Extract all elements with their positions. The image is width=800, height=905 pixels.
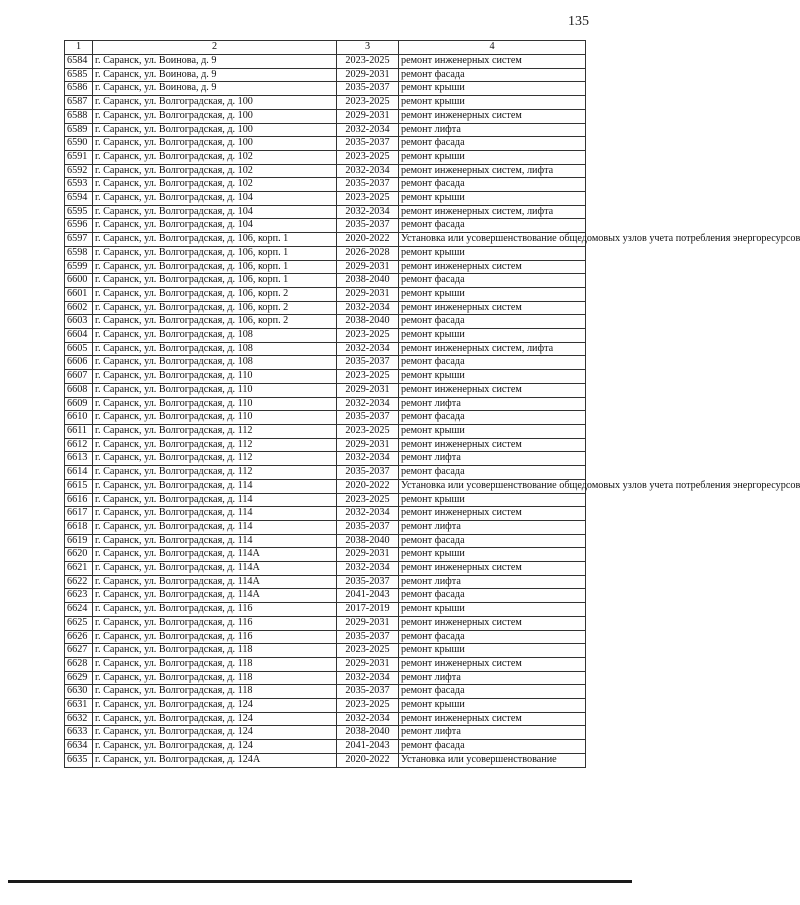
table-row: [65, 507, 586, 521]
row-work-type: ремонт фасада: [399, 315, 586, 329]
row-address: г. Саранск, ул. Волгоградская, д. 118: [93, 685, 337, 699]
table-row: [65, 192, 586, 206]
row-address: г. Саранск, ул. Волгоградская, д. 102: [93, 164, 337, 178]
row-address: г. Саранск, ул. Волгоградская, д. 114А: [93, 589, 337, 603]
row-number: 6606: [65, 356, 93, 370]
table-row: [65, 589, 586, 603]
table-row: [65, 329, 586, 343]
row-address: г. Саранск, ул. Волгоградская, д. 106, корп. 2: [93, 315, 337, 329]
row-period: 2035-2037: [337, 178, 399, 192]
row-period: 2032-2034: [337, 301, 399, 315]
row-address: г. Саранск, ул. Воинова, д. 9: [93, 68, 337, 82]
row-address: г. Саранск, ул. Волгоградская, д. 114: [93, 493, 337, 507]
header-row: [65, 41, 586, 55]
row-number: 6632: [65, 712, 93, 726]
row-period: 2029-2031: [337, 657, 399, 671]
row-period: 2029-2031: [337, 287, 399, 301]
row-period: 2032-2034: [337, 671, 399, 685]
table-row: [65, 740, 586, 754]
row-address: г. Саранск, ул. Волгоградская, д. 106, корп. 1: [93, 274, 337, 288]
row-address: г. Саранск, ул. Волгоградская, д. 114А: [93, 548, 337, 562]
table-row: [65, 520, 586, 534]
row-address: г. Саранск, ул. Волгоградская, д. 106, корп. 2: [93, 301, 337, 315]
row-address: г. Саранск, ул. Волгоградская, д. 102: [93, 150, 337, 164]
row-period: 2023-2025: [337, 96, 399, 110]
row-address: г. Саранск, ул. Волгоградская, д. 112: [93, 438, 337, 452]
row-number: 6589: [65, 123, 93, 137]
row-work-type: ремонт фасада: [399, 466, 586, 480]
row-number: 6625: [65, 616, 93, 630]
row-period: 2032-2034: [337, 164, 399, 178]
row-address: г. Саранск, ул. Волгоградская, д. 124: [93, 712, 337, 726]
row-period: 2020-2022: [337, 233, 399, 247]
row-number: 6590: [65, 137, 93, 151]
table-row: [65, 699, 586, 713]
table-row: [65, 603, 586, 617]
table-row: [65, 109, 586, 123]
row-period: 2029-2031: [337, 109, 399, 123]
row-number: 6592: [65, 164, 93, 178]
column-header-address: 2: [93, 41, 337, 55]
table-row: [65, 178, 586, 192]
row-number: 6598: [65, 246, 93, 260]
table-row: [65, 150, 586, 164]
row-address: г. Саранск, ул. Волгоградская, д. 104: [93, 205, 337, 219]
table-row: [65, 123, 586, 137]
row-number: 6600: [65, 274, 93, 288]
row-number: 6603: [65, 315, 93, 329]
row-work-type: ремонт крыши: [399, 246, 586, 260]
row-address: г. Саранск, ул. Волгоградская, д. 108: [93, 329, 337, 343]
row-number: 6609: [65, 397, 93, 411]
row-number: 6584: [65, 55, 93, 69]
row-address: г. Саранск, ул. Волгоградская, д. 118: [93, 657, 337, 671]
row-work-type: ремонт крыши: [399, 493, 586, 507]
table-row: [65, 671, 586, 685]
row-work-type: ремонт лифта: [399, 123, 586, 137]
row-number: 6618: [65, 520, 93, 534]
row-work-type: ремонт крыши: [399, 150, 586, 164]
row-address: г. Саранск, ул. Волгоградская, д. 104: [93, 192, 337, 206]
row-number: 6622: [65, 575, 93, 589]
row-number: 6591: [65, 150, 93, 164]
row-address: г. Саранск, ул. Волгоградская, д. 114: [93, 507, 337, 521]
row-work-type: Установка или усовершенствование: [399, 753, 586, 767]
row-address: г. Саранск, ул. Волгоградская, д. 102: [93, 178, 337, 192]
row-address: г. Саранск, ул. Волгоградская, д. 112: [93, 452, 337, 466]
row-period: 2023-2025: [337, 699, 399, 713]
row-work-type: ремонт инженерных систем: [399, 55, 586, 69]
row-work-type: ремонт лифта: [399, 520, 586, 534]
row-number: 6626: [65, 630, 93, 644]
row-work-type: ремонт лифта: [399, 726, 586, 740]
row-work-type: ремонт фасада: [399, 274, 586, 288]
row-period: 2035-2037: [337, 630, 399, 644]
row-address: г. Саранск, ул. Волгоградская, д. 100: [93, 123, 337, 137]
row-address: г. Саранск, ул. Волгоградская, д. 110: [93, 383, 337, 397]
row-work-type: ремонт инженерных систем: [399, 260, 586, 274]
row-period: 2035-2037: [337, 82, 399, 96]
row-work-type: ремонт крыши: [399, 370, 586, 384]
row-period: 2041-2043: [337, 589, 399, 603]
row-address: г. Саранск, ул. Волгоградская, д. 100: [93, 109, 337, 123]
row-number: 6587: [65, 96, 93, 110]
table-row: [65, 383, 586, 397]
row-number: 6623: [65, 589, 93, 603]
row-address: г. Саранск, ул. Волгоградская, д. 114А: [93, 562, 337, 576]
row-number: 6607: [65, 370, 93, 384]
table-row: [65, 411, 586, 425]
row-period: 2023-2025: [337, 424, 399, 438]
row-address: г. Саранск, ул. Волгоградская, д. 104: [93, 219, 337, 233]
table-row: [65, 466, 586, 480]
row-address: г. Саранск, ул. Волгоградская, д. 100: [93, 96, 337, 110]
table-row: [65, 493, 586, 507]
row-number: 6630: [65, 685, 93, 699]
row-number: 6585: [65, 68, 93, 82]
row-period: 2035-2037: [337, 685, 399, 699]
row-work-type: Установка или усовершенствование общедомовых узлов учета потребления энергоресурсов: [399, 479, 586, 493]
table-row: [65, 534, 586, 548]
table-row: [65, 726, 586, 740]
row-address: г. Саранск, ул. Волгоградская, д. 112: [93, 424, 337, 438]
row-number: 6619: [65, 534, 93, 548]
row-address: г. Саранск, ул. Волгоградская, д. 110: [93, 411, 337, 425]
row-work-type: ремонт инженерных систем: [399, 712, 586, 726]
row-work-type: ремонт крыши: [399, 603, 586, 617]
row-period: 2023-2025: [337, 493, 399, 507]
row-period: 2035-2037: [337, 575, 399, 589]
row-address: г. Саранск, ул. Волгоградская, д. 118: [93, 644, 337, 658]
table-row: [65, 479, 586, 493]
row-number: 6610: [65, 411, 93, 425]
table-row: [65, 452, 586, 466]
row-period: 2029-2031: [337, 383, 399, 397]
row-number: 6602: [65, 301, 93, 315]
row-address: г. Саранск, ул. Волгоградская, д. 124А: [93, 753, 337, 767]
table-row: [65, 205, 586, 219]
table-row: [65, 616, 586, 630]
row-address: г. Саранск, ул. Волгоградская, д. 106, корп. 1: [93, 233, 337, 247]
row-work-type: ремонт крыши: [399, 329, 586, 343]
table-row: [65, 246, 586, 260]
column-header-number: 1: [65, 41, 93, 55]
row-number: 6631: [65, 699, 93, 713]
table-row: [65, 370, 586, 384]
row-number: 6611: [65, 424, 93, 438]
row-period: 2035-2037: [337, 219, 399, 233]
table-row: [65, 287, 586, 301]
row-period: 2032-2034: [337, 397, 399, 411]
table-header: [65, 41, 586, 55]
table-row: [65, 274, 586, 288]
row-work-type: ремонт крыши: [399, 548, 586, 562]
row-number: 6615: [65, 479, 93, 493]
row-number: 6596: [65, 219, 93, 233]
table-row: [65, 233, 586, 247]
row-number: 6620: [65, 548, 93, 562]
row-period: 2032-2034: [337, 507, 399, 521]
row-period: 2020-2022: [337, 479, 399, 493]
table-row: [65, 55, 586, 69]
row-work-type: ремонт фасада: [399, 411, 586, 425]
row-period: 2029-2031: [337, 616, 399, 630]
row-number: 6604: [65, 329, 93, 343]
row-period: 2032-2034: [337, 205, 399, 219]
table-row: [65, 630, 586, 644]
row-work-type: ремонт фасада: [399, 178, 586, 192]
row-number: 6629: [65, 671, 93, 685]
row-period: 2023-2025: [337, 644, 399, 658]
row-period: 2035-2037: [337, 411, 399, 425]
row-period: 2032-2034: [337, 562, 399, 576]
row-address: г. Саранск, ул. Волгоградская, д. 116: [93, 616, 337, 630]
row-period: 2038-2040: [337, 315, 399, 329]
row-number: 6588: [65, 109, 93, 123]
row-work-type: ремонт инженерных систем, лифта: [399, 342, 586, 356]
row-number: 6628: [65, 657, 93, 671]
row-period: 2020-2022: [337, 753, 399, 767]
table-row: [65, 356, 586, 370]
row-work-type: ремонт лифта: [399, 452, 586, 466]
row-period: 2023-2025: [337, 55, 399, 69]
table-row: [65, 438, 586, 452]
row-work-type: ремонт фасада: [399, 685, 586, 699]
row-period: 2038-2040: [337, 534, 399, 548]
row-work-type: ремонт фасада: [399, 137, 586, 151]
row-address: г. Саранск, ул. Волгоградская, д. 106, корп. 2: [93, 287, 337, 301]
row-period: 2017-2019: [337, 603, 399, 617]
row-period: 2023-2025: [337, 329, 399, 343]
row-period: 2029-2031: [337, 68, 399, 82]
table-row: [65, 397, 586, 411]
row-period: 2023-2025: [337, 192, 399, 206]
row-number: 6614: [65, 466, 93, 480]
row-number: 6594: [65, 192, 93, 206]
row-address: г. Саранск, ул. Волгоградская, д. 100: [93, 137, 337, 151]
row-work-type: ремонт крыши: [399, 192, 586, 206]
table-row: [65, 68, 586, 82]
row-period: 2038-2040: [337, 726, 399, 740]
row-work-type: ремонт фасада: [399, 630, 586, 644]
row-address: г. Саранск, ул. Волгоградская, д. 112: [93, 466, 337, 480]
table-row: [65, 562, 586, 576]
row-work-type: ремонт инженерных систем: [399, 438, 586, 452]
row-work-type: ремонт инженерных систем, лифта: [399, 205, 586, 219]
table-row: [65, 685, 586, 699]
row-work-type: ремонт фасада: [399, 68, 586, 82]
row-work-type: ремонт инженерных систем: [399, 109, 586, 123]
row-address: г. Саранск, ул. Волгоградская, д. 110: [93, 370, 337, 384]
row-work-type: ремонт крыши: [399, 644, 586, 658]
table-row: [65, 644, 586, 658]
table-body: [65, 55, 800, 768]
table-row: [65, 315, 586, 329]
table-row: [65, 301, 586, 315]
row-work-type: ремонт фасада: [399, 534, 586, 548]
row-work-type: ремонт лифта: [399, 397, 586, 411]
row-period: 2029-2031: [337, 548, 399, 562]
row-work-type: ремонт инженерных систем: [399, 507, 586, 521]
row-work-type: ремонт крыши: [399, 287, 586, 301]
table-row: [65, 753, 586, 767]
row-address: г. Саранск, ул. Волгоградская, д. 110: [93, 397, 337, 411]
column-header-work: 4: [399, 41, 586, 55]
row-work-type: ремонт инженерных систем: [399, 383, 586, 397]
row-period: 2032-2034: [337, 342, 399, 356]
row-period: 2035-2037: [337, 520, 399, 534]
table-row: [65, 424, 586, 438]
row-period: 2029-2031: [337, 438, 399, 452]
row-address: г. Саранск, ул. Волгоградская, д. 106, корп. 1: [93, 246, 337, 260]
table-row: [65, 548, 586, 562]
table-row: [65, 96, 586, 110]
row-number: 6599: [65, 260, 93, 274]
row-number: 6633: [65, 726, 93, 740]
row-number: 6612: [65, 438, 93, 452]
row-work-type: ремонт крыши: [399, 699, 586, 713]
row-work-type: ремонт инженерных систем: [399, 301, 586, 315]
table-row: [65, 712, 586, 726]
row-address: г. Саранск, ул. Волгоградская, д. 106, корп. 1: [93, 260, 337, 274]
scan-edge-line: [8, 880, 632, 883]
row-work-type: ремонт инженерных систем: [399, 616, 586, 630]
table-row: [65, 82, 586, 96]
row-period: 2023-2025: [337, 370, 399, 384]
row-period: 2038-2040: [337, 274, 399, 288]
row-address: г. Саранск, ул. Волгоградская, д. 114: [93, 534, 337, 548]
row-work-type: ремонт инженерных систем: [399, 562, 586, 576]
table-row: [65, 137, 586, 151]
row-period: 2026-2028: [337, 246, 399, 260]
row-work-type: ремонт инженерных систем, лифта: [399, 164, 586, 178]
row-address: г. Саранск, ул. Волгоградская, д. 118: [93, 671, 337, 685]
row-period: 2035-2037: [337, 137, 399, 151]
row-work-type: ремонт фасада: [399, 589, 586, 603]
row-number: 6616: [65, 493, 93, 507]
row-period: 2032-2034: [337, 452, 399, 466]
repair-schedule-table: [64, 40, 800, 768]
row-number: 6601: [65, 287, 93, 301]
column-header-period: 3: [337, 41, 399, 55]
row-period: 2032-2034: [337, 712, 399, 726]
row-address: г. Саранск, ул. Волгоградская, д. 114А: [93, 575, 337, 589]
row-period: 2041-2043: [337, 740, 399, 754]
row-number: 6613: [65, 452, 93, 466]
row-number: 6627: [65, 644, 93, 658]
row-period: 2023-2025: [337, 150, 399, 164]
row-period: 2032-2034: [337, 123, 399, 137]
row-address: г. Саранск, ул. Волгоградская, д. 116: [93, 630, 337, 644]
row-work-type: ремонт крыши: [399, 82, 586, 96]
row-work-type: ремонт фасада: [399, 740, 586, 754]
row-address: г. Саранск, ул. Волгоградская, д. 124: [93, 726, 337, 740]
row-address: г. Саранск, ул. Воинова, д. 9: [93, 82, 337, 96]
row-work-type: ремонт фасада: [399, 356, 586, 370]
table-row: [65, 575, 586, 589]
table-row: [65, 219, 586, 233]
row-number: 6605: [65, 342, 93, 356]
row-period: 2035-2037: [337, 466, 399, 480]
row-number: 6593: [65, 178, 93, 192]
table-row: [65, 164, 586, 178]
row-address: г. Саранск, ул. Волгоградская, д. 114: [93, 520, 337, 534]
row-number: 6617: [65, 507, 93, 521]
row-work-type: ремонт крыши: [399, 424, 586, 438]
row-address: г. Саранск, ул. Волгоградская, д. 124: [93, 699, 337, 713]
row-work-type: Установка или усовершенствование общедомовых узлов учета потребления энергоресурсов: [399, 233, 586, 247]
row-number: 6597: [65, 233, 93, 247]
row-work-type: ремонт лифта: [399, 575, 586, 589]
row-address: г. Саранск, ул. Волгоградская, д. 108: [93, 356, 337, 370]
row-work-type: ремонт фасада: [399, 219, 586, 233]
row-number: 6608: [65, 383, 93, 397]
page-number: 135: [568, 14, 589, 29]
row-number: 6635: [65, 753, 93, 767]
row-address: г. Саранск, ул. Волгоградская, д. 114: [93, 479, 337, 493]
row-work-type: ремонт лифта: [399, 671, 586, 685]
table-row: [65, 657, 586, 671]
row-period: 2029-2031: [337, 260, 399, 274]
row-work-type: ремонт крыши: [399, 96, 586, 110]
row-number: 6595: [65, 205, 93, 219]
row-address: г. Саранск, ул. Волгоградская, д. 116: [93, 603, 337, 617]
row-number: 6624: [65, 603, 93, 617]
table-row: [65, 260, 586, 274]
row-number: 6621: [65, 562, 93, 576]
row-number: 6634: [65, 740, 93, 754]
row-address: г. Саранск, ул. Волгоградская, д. 108: [93, 342, 337, 356]
row-period: 2035-2037: [337, 356, 399, 370]
row-work-type: ремонт инженерных систем: [399, 657, 586, 671]
row-address: г. Саранск, ул. Воинова, д. 9: [93, 55, 337, 69]
row-address: г. Саранск, ул. Волгоградская, д. 124: [93, 740, 337, 754]
row-number: 6586: [65, 82, 93, 96]
table-row: [65, 342, 586, 356]
